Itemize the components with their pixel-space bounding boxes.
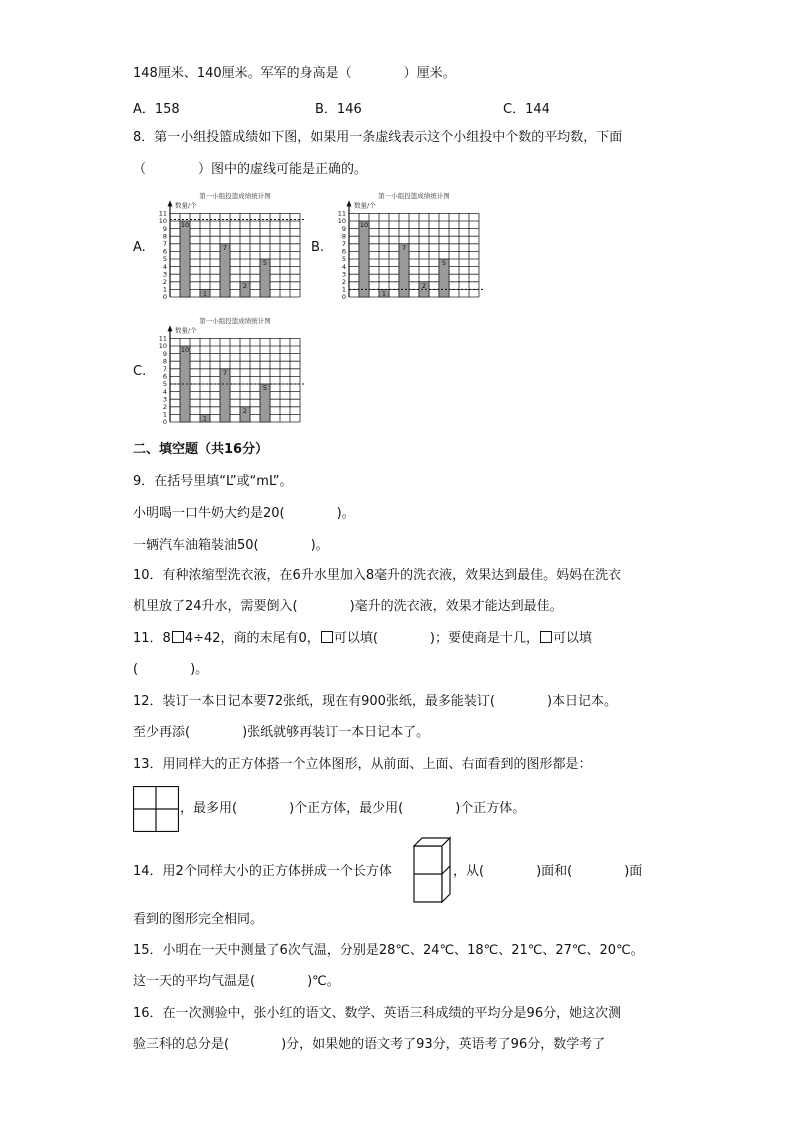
bar-value-label: 2 <box>242 406 248 415</box>
bar-value-label: 10 <box>180 221 190 229</box>
q9-line1: 9．在括号里填“L”或“mL”。 <box>133 474 293 489</box>
bar <box>359 221 369 297</box>
chart-b <box>329 188 489 303</box>
bar <box>180 346 190 422</box>
bar-value-label: 1 <box>381 289 387 298</box>
q8-option-a[interactable]: A. <box>133 240 146 255</box>
q16-line1: 16．在一次测验中，张小红的语文、数学、英语三科成绩的平均分是96分，她这次测 <box>133 1006 622 1021</box>
y-tick-label: 9 <box>162 224 167 233</box>
q11-part4: 可以填 <box>552 631 592 646</box>
bar-value-label: 1 <box>202 414 208 423</box>
y-tick-label: 1 <box>341 285 346 294</box>
q11-line2: ( )。 <box>133 662 209 677</box>
q16-line2: 验三科的总分是( )分，如果她的语文考了93分，英语考了96分，数学考了 <box>133 1037 606 1052</box>
chart-c <box>150 313 310 428</box>
y-tick-label: 8 <box>341 232 346 241</box>
q14-part1: 14．用2个同样大小的正方体拼成一个长方体 <box>133 864 392 879</box>
cuboid-icon <box>411 836 451 906</box>
chart-title: 第一小组投篮成绩统计图 <box>199 317 271 325</box>
y-tick-label: 10 <box>337 217 346 226</box>
bar-value-label: 5 <box>262 259 268 267</box>
y-tick-label: 6 <box>162 372 167 381</box>
bar-value-label: 10 <box>359 221 369 229</box>
y-tick-label: 3 <box>162 395 167 404</box>
y-tick-label: 10 <box>158 217 167 226</box>
q11-part2: 4÷42，商的末尾有0， <box>184 631 320 646</box>
y-axis-label: 数量/个 <box>354 201 376 210</box>
y-tick-label: 2 <box>162 278 167 286</box>
y-tick-label: 9 <box>341 224 346 233</box>
chart-title: 第一小组投篮成绩统计图 <box>378 192 450 200</box>
y-tick-label: 11 <box>158 334 167 343</box>
bar-value-label: 5 <box>262 384 268 392</box>
grid-view-icon <box>133 786 179 832</box>
q11-part3: 可以填( )；要使商是十几， <box>333 631 539 646</box>
chart-title: 第一小组投篮成绩统计图 <box>199 192 271 200</box>
y-tick-label: 6 <box>341 247 346 256</box>
q15-line1: 15．小明在一天中测量了6次气温，分别是28℃、24℃、18℃、21℃、27℃、20℃。 <box>133 943 644 958</box>
y-tick-label: 5 <box>162 380 167 389</box>
axis-arrow-icon <box>168 200 173 206</box>
section-title: 二、填空题（共16分） <box>133 442 269 457</box>
y-tick-label: 3 <box>341 270 346 279</box>
blank-box-icon <box>540 631 552 643</box>
y-tick-label: 3 <box>162 270 167 279</box>
y-tick-label: 11 <box>337 209 346 218</box>
q8-line1: 8．第一小组投篮成绩如下图，如果用一条虚线表示这个小组投中个数的平均数，下面 <box>133 130 623 145</box>
q8-option-c[interactable]: C. <box>133 364 147 379</box>
axis-arrow-icon <box>347 200 352 206</box>
y-tick-label: 4 <box>341 262 346 271</box>
y-tick-label: 1 <box>162 410 167 419</box>
y-tick-label: 7 <box>341 240 346 248</box>
y-tick-label: 8 <box>162 232 167 241</box>
q9-line3: 一辆汽车油箱装油50( )。 <box>133 538 329 553</box>
q8-line2: （ ）图中的虚线可能是正确的。 <box>133 162 368 177</box>
y-tick-label: 0 <box>162 293 167 302</box>
y-tick-label: 4 <box>162 262 167 271</box>
q11-part1: 11．8 <box>133 631 171 646</box>
bar-value-label: 7 <box>222 243 228 252</box>
bar-value-label: 5 <box>441 259 447 267</box>
blank-box-icon <box>172 631 184 643</box>
y-axis-label: 数量/个 <box>175 326 197 335</box>
q11-line1 <box>133 629 592 649</box>
q12-line2: 至少再添( )张纸就够再装订一本日记本了。 <box>133 725 430 740</box>
y-tick-label: 10 <box>158 342 167 351</box>
y-tick-label: 0 <box>162 418 167 427</box>
q7-option-a[interactable]: A．158 <box>133 102 180 117</box>
q13-line2: ，最多用( )个正方体，最少用( )个正方体。 <box>180 801 526 816</box>
q13-line1: 13．用同样大的正方体搭一个立体图形，从前面、上面、右面看到的图形都是： <box>133 757 592 772</box>
y-tick-label: 2 <box>341 278 346 286</box>
q15-line2: 这一天的平均气温是( )℃。 <box>133 974 340 989</box>
y-tick-label: 7 <box>162 240 167 248</box>
q8-option-b[interactable]: B. <box>311 240 325 255</box>
y-tick-label: 2 <box>162 403 167 411</box>
y-axis-label: 数量/个 <box>175 201 197 210</box>
y-tick-label: 6 <box>162 247 167 256</box>
bar-value-label: 2 <box>421 281 427 290</box>
q7-line: 148厘米、140厘米。军军的身高是（ ）厘米。 <box>133 66 456 81</box>
bar-value-label: 2 <box>242 281 248 290</box>
q7-option-c[interactable]: C．144 <box>503 102 550 117</box>
q10-line2: 机里放了24升水，需要倒入( )毫升的洗衣液，效果才能达到最佳。 <box>133 599 563 614</box>
bar-value-label: 7 <box>401 243 407 252</box>
blank-box-icon <box>321 631 333 643</box>
y-tick-label: 9 <box>162 349 167 358</box>
y-tick-label: 4 <box>162 387 167 396</box>
bar-value-label: 1 <box>202 289 208 298</box>
y-tick-label: 8 <box>162 357 167 366</box>
y-tick-label: 7 <box>162 365 167 373</box>
chart-a <box>150 188 310 303</box>
q14-part2: ，从( )面和( )面 <box>453 864 643 879</box>
bar-value-label: 7 <box>222 368 228 377</box>
q9-line2: 小明喝一口牛奶大约是20( )。 <box>133 506 355 521</box>
y-tick-label: 5 <box>162 255 167 264</box>
q10-line1: 10．有种浓缩型洗衣液，在6升水里加入8毫升的洗衣液，效果达到最佳。妈妈在洗衣 <box>133 568 622 583</box>
y-tick-label: 1 <box>162 285 167 294</box>
y-tick-label: 0 <box>341 293 346 302</box>
y-tick-label: 11 <box>158 209 167 218</box>
q7-option-b[interactable]: B．146 <box>315 102 362 117</box>
bar <box>180 221 190 297</box>
y-tick-label: 5 <box>341 255 346 264</box>
q14-line2: 看到的图形完全相同。 <box>133 912 264 927</box>
q12-line1: 12．装订一本日记本要72张纸，现在有900张纸，最多能装订( )本日记本。 <box>133 694 618 709</box>
bar-value-label: 10 <box>180 346 190 354</box>
axis-arrow-icon <box>168 325 173 331</box>
